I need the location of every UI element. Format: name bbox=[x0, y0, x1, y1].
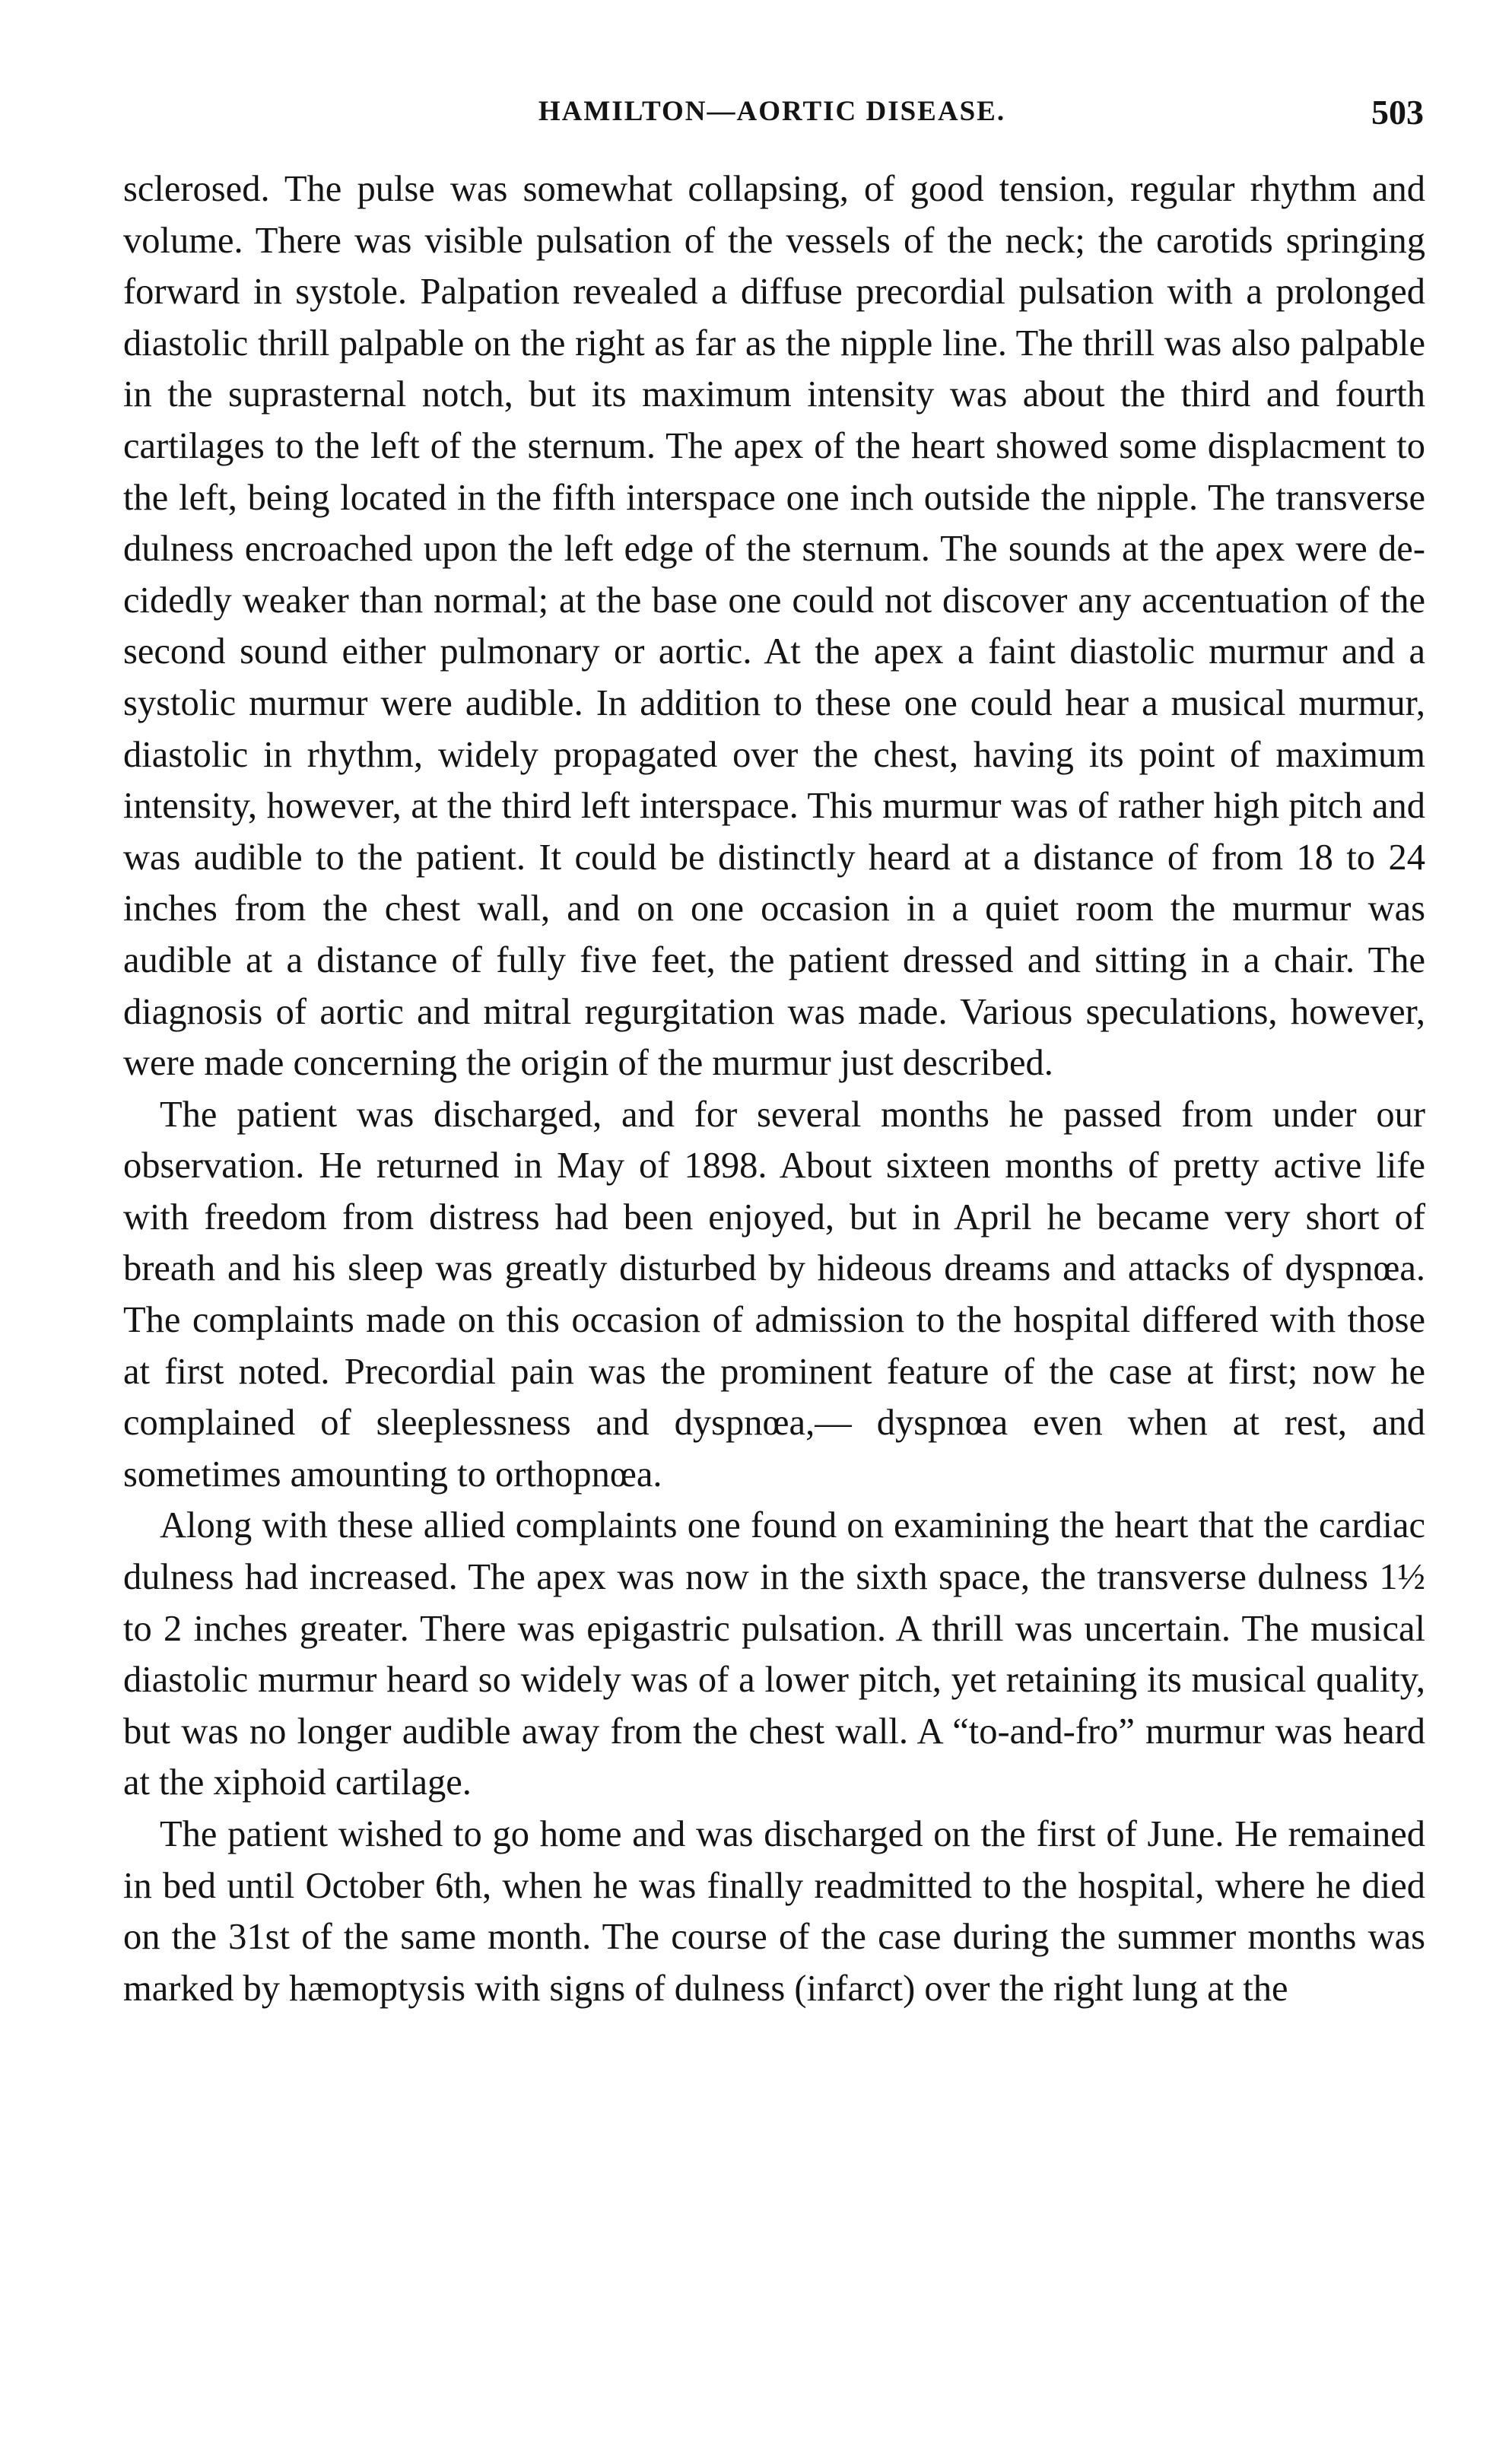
body-text bbox=[123, 164, 1425, 2014]
paragraph-continued: sclerosed. The pulse was somewhat collapsing, of good tension, regular rhythm and volume. There was visible pulsation of the vessels of the neck; the carotids springing forward in systole. Palpation revealed a diffuse precordial pulsation with a prolonged diastolic thrill palpable on the right as far as the nipple line. The thrill was also palpable in the suprasternal notch, but its maximum intensity was about the third and fourth cartilages to the left of the sternum. The apex of the heart showed some displacment to the left, being located in the fifth interspace one inch outside the nipple. The transverse dulness encroached upon the left edge of the sternum. The sounds at the apex were decidedly weaker than normal; at the base one could not discover any accentuation of the second sound either pulmonary or aortic. At the apex a faint diastolic murmur and a systolic murmur were audible. In addition to these one could hear a musical murmur, diastolic in rhythm, widely propagated over the chest, having its point of maximum intensity, however, at the third left interspace. This murmur was of rather high pitch and was audible to the patient. It could be distinctly heard at a distance of from 18 to 24 inches from the chest wall, and on one occasion in a quiet room the murmur was audible at a distance of fully five feet, the patient dressed and sitting in a chair. The diagnosis of aortic and mitral regurgitation was made. Various speculations, however, were made concerning the origin of the murmur just described. bbox=[123, 169, 1425, 1084]
paragraph: The patient was discharged, and for several months he passed from under our observation. He returned in May of 1898. About sixteen months of pretty active life with freedom from distress had been enjoyed, but in April he became very short of breath and his sleep was greatly disturbed by hideous dreams and attacks of dyspnœa. The complaints made on this occasion of admission to the hospital differed with those at first noted. Precordial pain was the prominent feature of the case at first; now he complained of sleeplessness and dyspnœa,— dyspnœa even when at rest, and sometimes amounting to orthopnœa. bbox=[123, 1094, 1425, 1495]
page-number: 503 bbox=[1371, 93, 1424, 132]
paragraph: The patient wished to go home and was discharged on the first of June. He remained in bed until October 6th, when he was finally readmitted to the hospital, where he died on the 31st of the same month. The course of the case during the summer months was marked by hæmoptysis with signs of dulness (infarct) over the right lung at the bbox=[123, 1814, 1425, 2009]
running-head bbox=[114, 87, 1430, 141]
running-title: HAMILTON—AORTIC DISEASE. bbox=[538, 96, 1006, 127]
paragraph: Along with these allied complaints one found on examining the heart that the cardiac dulness had increased. The apex was now in the sixth space, the transverse dulness 1½ to 2 inches greater. There was epigastric pulsation. A thrill was uncertain. The musical diastolic murmur heard so widely was of a lower pitch, yet retaining its musical quality, but was no longer audible away from the chest wall. A “to-and-fro” murmur was heard at the xiphoid cartilage. bbox=[123, 1505, 1425, 1803]
